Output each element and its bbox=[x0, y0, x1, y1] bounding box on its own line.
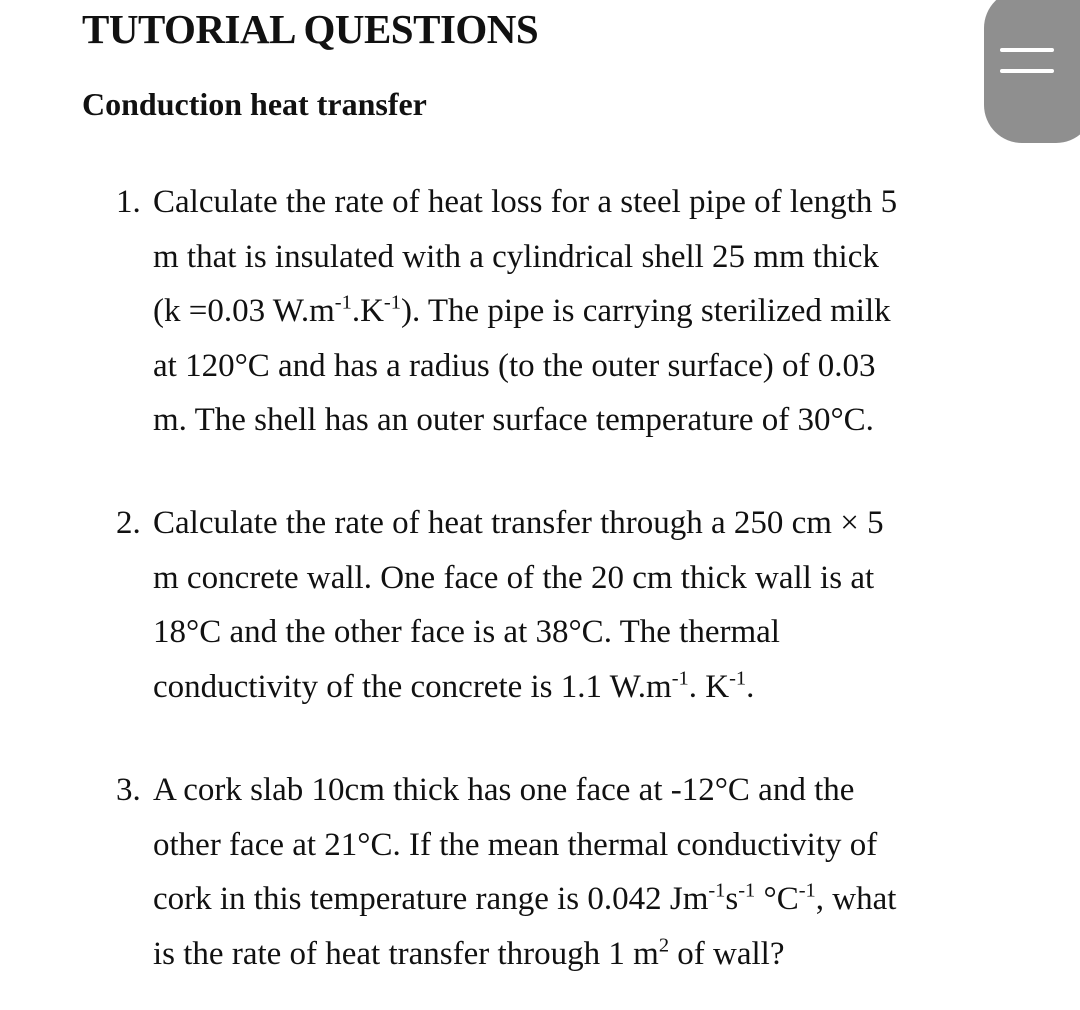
question-line: conductivity of the concrete is 1.1 $W.m^{-1}$. $K^{-1}$. bbox=[153, 667, 755, 705]
question-2 bbox=[116, 496, 1016, 714]
question-line: m that is insulated with a cylindrical shell 25 mm thick bbox=[153, 238, 879, 275]
question-line: is the rate of heat transfer through 1 $m^2$ of wall? bbox=[153, 934, 785, 972]
question-line: (k =0.03 $W.m^{-1}.K^{-1}$). The pipe is carrying sterilized milk bbox=[153, 291, 891, 330]
question-3 bbox=[116, 763, 1016, 981]
question-line: other face at 21°C. If the mean thermal conductivity of bbox=[153, 826, 878, 863]
question-line: 18°C and the other face is at 38°C. The thermal bbox=[153, 614, 780, 651]
menu-handle-icon[interactable] bbox=[1000, 44, 1054, 76]
question-line: m. The shell has an outer surface temperature of 30°C. bbox=[153, 402, 874, 439]
question-line: Calculate the rate of heat transfer through a 250 cm × 5 bbox=[153, 505, 884, 541]
question-line: A cork slab 10cm thick has one face at -12°C and the bbox=[153, 772, 855, 808]
question-line: cork in this temperature range is 0.042 $Jm^{-1}s^{-1}$ $^\circ C^{-1}$, what bbox=[153, 879, 897, 918]
question-1 bbox=[116, 175, 1016, 448]
page-title: TUTORIAL QUESTIONS bbox=[82, 6, 539, 52]
question-line: Calculate the rate of heat loss for a steel pipe of length 5 bbox=[153, 184, 898, 220]
question-number: 1. bbox=[116, 184, 141, 220]
question-line: at 120°C and has a radius (to the outer surface) of 0.03 bbox=[153, 347, 876, 384]
question-line: m concrete wall. One face of the 20 cm thick wall is at bbox=[153, 559, 875, 596]
question-number: 2. bbox=[116, 505, 141, 541]
question-number: 3. bbox=[116, 772, 141, 808]
section-subtitle: Conduction heat transfer bbox=[82, 86, 427, 122]
